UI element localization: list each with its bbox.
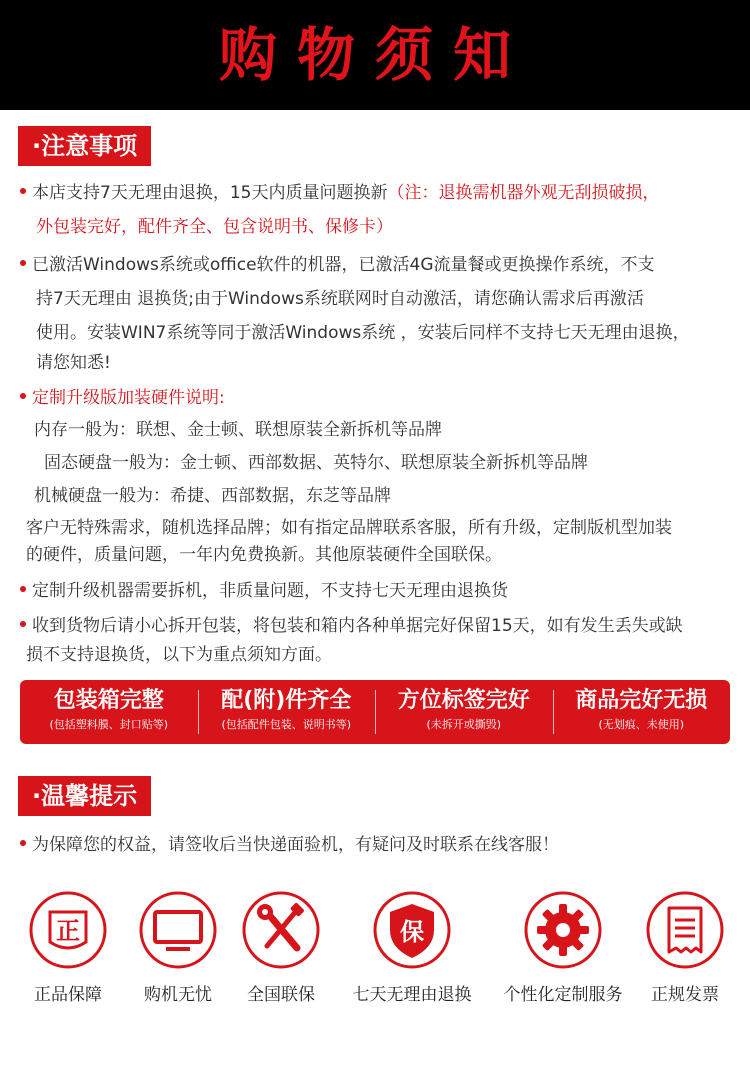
notice-item-5: 收到货物后请小心拆开包装，将包装和箱内各种单据完好保留15天，如有发生丢失或缺 [20,609,683,644]
service-worry-free: 购机无忧 [118,890,238,1005]
page-header [0,0,750,110]
gear-icon [523,890,603,970]
invoice-icon [645,890,725,970]
ssd-brands: 固态硬盘一般为：金士顿、西部数据、英特尔、联想原装全新拆机等品牌 [44,453,588,473]
service-genuine: 正 正品保障 [8,890,128,1005]
key-points-band [20,680,730,744]
service-invoice: 正规发票 [625,890,745,1005]
bullet-dot [20,586,26,592]
notice-item-2-line4: 请您知悉! [36,353,111,373]
bullet-dot [20,840,26,846]
notice-item-3-line4: 客户无特殊需求，随机选择品牌；如有指定品牌联系客服，所有升级，定制版机型加装 [26,518,672,538]
tools-icon [241,890,321,970]
notice-section-label: ·注意事项 [18,126,151,166]
bullet-dot [20,393,26,399]
notice-item-1-cont: 外包装完好，配件齐全、包含说明书、保修卡） [36,217,393,237]
hdd-brands: 机械硬盘一般为：希捷、西部数据，东芝等品牌 [34,486,391,506]
tips-item-1: 为保障您的权益，请签收后当快递面验机，有疑问及时联系在线客服！ [20,828,559,863]
notice-item-3-title: 定制升级版加装硬件说明: [20,381,225,416]
shield-icon [372,890,452,970]
key-point: 方位标签完好 (未拆开或撕毁) [375,680,553,744]
notice-item-2: 已激活Windows系统或office软件的机器，已激活4G流量餐或更换操作系统，不支 [20,248,655,283]
notice-item-2-line2: 持7天无理由 退换货;由于Windows系统联网时自动激活，请您确认需求后再激活 [36,289,644,309]
key-point: 包装箱完整 (包括塑料膜、封口贴等) [49,688,169,731]
key-point: 配(附)件齐全 (包括配件包装、说明书等) [198,680,376,744]
bullet-dot [20,188,26,194]
genuine-badge-icon [28,890,108,970]
notice-item-2-line3: 使用。安装WIN7系统等同于激活Windows系统 ，安装后同样不支持七天无理由退换， [36,323,690,343]
service-icons-row [0,890,750,1020]
key-point: 商品完好无损 (无划痕、未使用) [553,680,731,744]
bullet-dot [20,260,26,266]
tips-section-label: ·温馨提示 [18,776,151,816]
notice-item-3-line5: 的硬件，质量问题，一年内免费换新。其他原装硬件全国联保。 [26,545,502,565]
svg-text:保: 保 [400,918,424,946]
bullet-dot [20,621,26,627]
notice-item-1: 本店支持7天无理由退换，15天内质量问题换新（注：退换需机器外观无刮损破损， [20,176,659,211]
service-warranty: 全国联保 [221,890,341,1005]
page-title: 购物须知 [218,21,531,89]
service-seven-day-return: 保 七天无理由退换 [352,890,472,1005]
svg-text:正: 正 [56,917,80,945]
monitor-icon [138,890,218,970]
notice-item-4: 定制升级机器需要拆机，非质量问题，不支持七天无理由退换货 [20,574,508,609]
memory-brands: 内存一般为：联想、金士顿、联想原装全新拆机等品牌 [34,420,442,440]
service-custom: 个性化定制服务 [503,890,623,1005]
notice-item-5-line2: 损不支持退换货，以下为重点须知方面。 [26,645,332,665]
